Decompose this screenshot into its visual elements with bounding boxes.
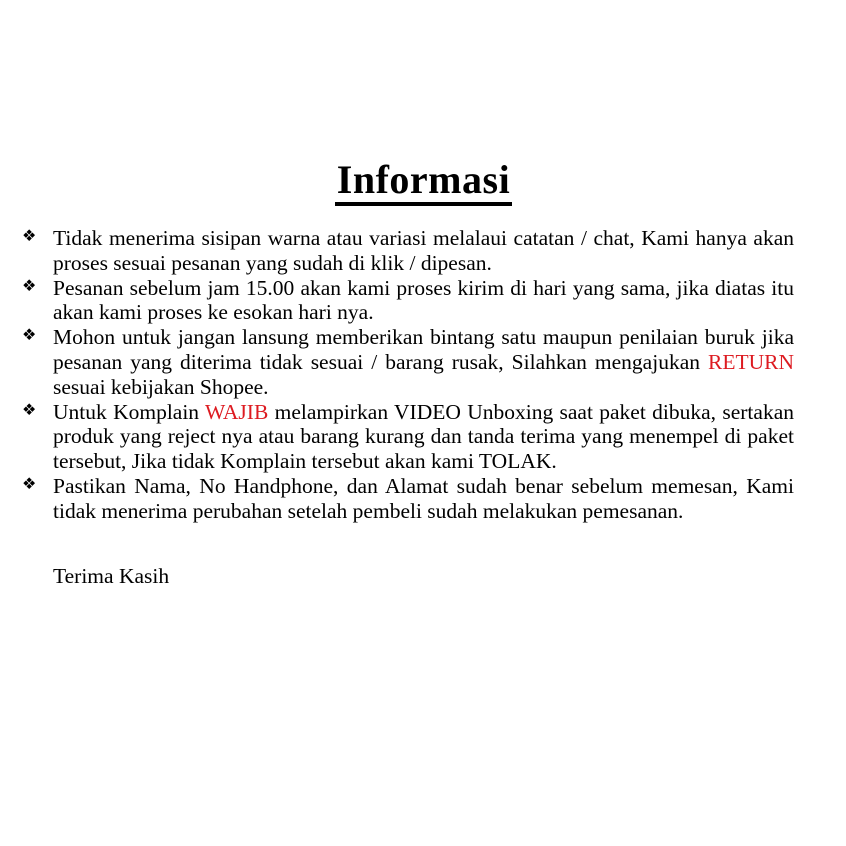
highlighted-red-text: RETURN	[708, 349, 794, 374]
bullet-text: Pesanan sebelum jam 15.00 akan kami proses kirim di hari yang sama, jika diatas itu akan kami proses ke esokan hari nya.	[53, 275, 794, 325]
list-item	[22, 226, 794, 276]
list-item	[22, 473, 794, 524]
bullet-text: Mohon untuk jangan lansung memberikan bintang satu maupun penilaian buruk jika pesanan yang diterima tidak sesuai / barang rusak, Silahkan mengajukan	[53, 325, 794, 374]
page-title-text: Informasi	[335, 160, 512, 206]
closing-text: Terima Kasih	[53, 563, 170, 588]
list-item	[22, 325, 794, 399]
diamond-bullet-icon: ❖	[22, 399, 37, 419]
diamond-bullet-icon: ❖	[22, 325, 37, 345]
bullet-text: Pastikan Nama, No Handphone, dan Alamat sudah benar sebelum memesan, Kami tidak menerima perubahan setelah pembeli sudah melakukan pemesanan.	[53, 473, 794, 523]
bullet-text: Tidak menerima sisipan warna atau variasi melalaui catatan / chat, Kami hanya akan proses sesuai pesanan yang sudah di klik / dipesan.	[53, 226, 794, 275]
bullet-text: melampirkan VIDEO Unboxing saat paket dibuka, sertakan produk yang reject nya atau barang kurang dan tanda terima yang menempel di paket tersebut, Jika tidak Komplain tersebut akan kami TOLAK.	[53, 399, 794, 474]
list-item	[22, 275, 794, 326]
page-title	[53, 157, 794, 206]
bullet-text: Untuk Komplain	[53, 399, 205, 424]
highlighted-red-text: WAJIB	[205, 399, 269, 424]
diamond-bullet-icon: ❖	[22, 275, 37, 295]
list-item	[22, 399, 794, 474]
diamond-bullet-icon: ❖	[22, 473, 37, 493]
diamond-bullet-icon: ❖	[22, 226, 37, 245]
bullet-text: sesuai kebijakan Shopee.	[53, 374, 269, 399]
info-list	[23, 226, 794, 524]
